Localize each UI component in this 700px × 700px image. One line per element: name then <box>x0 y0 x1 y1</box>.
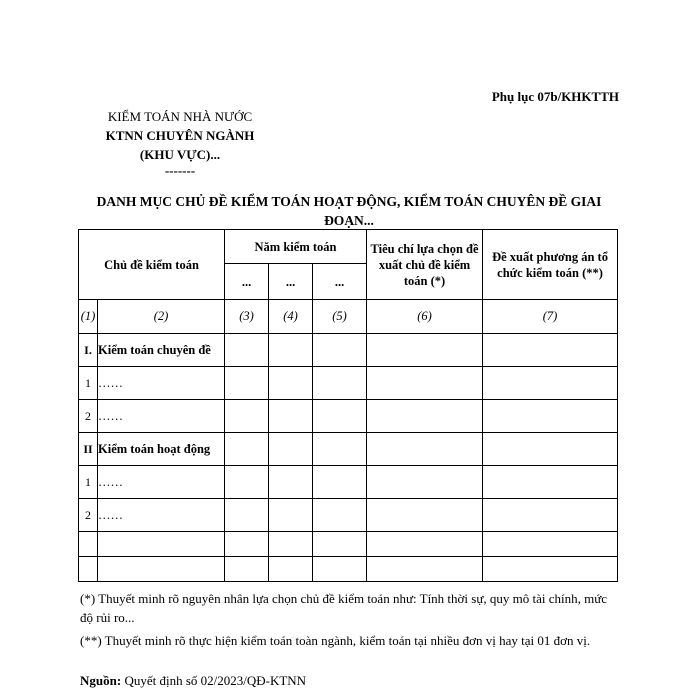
header-year-1: ... <box>225 264 269 300</box>
org-region: (KHU VỰC)... <box>139 147 221 162</box>
row-topic: Kiểm toán chuyên đề <box>98 334 225 367</box>
row-topic <box>98 557 225 582</box>
index-row <box>79 300 618 334</box>
row-topic <box>98 532 225 557</box>
row-number: 2 <box>79 499 98 532</box>
table-row <box>79 466 618 499</box>
org-unit: KTNN CHUYÊN NGÀNH <box>105 128 255 143</box>
index-cell: (1) <box>79 300 98 334</box>
row-number: 1 <box>79 367 98 400</box>
document-title: DANH MỤC CHỦ ĐỀ KIỂM TOÁN HOẠT ĐỘNG, KIỂM TOÁN CHUYÊN ĐỀ GIAI ĐOẠN... <box>96 194 602 228</box>
row-number: 1 <box>79 466 98 499</box>
source-label: Nguồn: <box>80 673 122 688</box>
index-cell: (5) <box>313 300 367 334</box>
table-row <box>79 400 618 433</box>
table-row <box>79 557 618 582</box>
header-proposal: Đề xuất phương án tổ chức kiểm toán (**) <box>483 230 618 300</box>
header-year-3: ... <box>313 264 367 300</box>
header-year-2: ... <box>269 264 313 300</box>
organization-block <box>80 107 280 178</box>
footnote-proposal: (**) Thuyết minh rõ thực hiện kiểm toán toàn ngành, kiểm toán tại nhiều đơn vị hay tại 01 đơn vị. <box>80 633 591 648</box>
table-row <box>79 532 618 557</box>
row-topic: …… <box>98 400 225 433</box>
table-row <box>79 433 618 466</box>
row-topic: …… <box>98 466 225 499</box>
source-text: Quyết định số 02/2023/QĐ-KTNN <box>121 673 307 688</box>
org-separator: ------- <box>164 163 196 178</box>
header-audit-year: Năm kiểm toán <box>225 230 367 264</box>
row-number: I. <box>79 334 98 367</box>
index-cell: (3) <box>225 300 269 334</box>
audit-topic-table <box>78 229 618 582</box>
row-number <box>79 557 98 582</box>
appendix-label: Phụ lục 07b/KHKTTH <box>491 89 619 104</box>
org-name: KIỂM TOÁN NHÀ NƯỚC <box>107 109 253 124</box>
source-line <box>80 673 306 689</box>
table-row <box>79 499 618 532</box>
index-cell: (2) <box>98 300 225 334</box>
table-row <box>79 367 618 400</box>
row-topic: …… <box>98 367 225 400</box>
row-topic: …… <box>98 499 225 532</box>
row-number: II <box>79 433 98 466</box>
row-number: 2 <box>79 400 98 433</box>
index-cell: (4) <box>269 300 313 334</box>
header-topic: Chủ đề kiểm toán <box>79 230 225 300</box>
footnote-criteria: (*) Thuyết minh rõ nguyên nhân lựa chọn chủ đề kiểm toán như: Tính thời sự, quy mô tài chính, mức độ rủi ro... <box>80 591 608 625</box>
table-row <box>79 334 618 367</box>
index-cell: (6) <box>367 300 483 334</box>
index-cell: (7) <box>483 300 618 334</box>
row-number <box>79 532 98 557</box>
header-criteria: Tiêu chí lựa chọn đề xuất chủ đề kiểm toán (*) <box>367 230 483 300</box>
row-topic: Kiểm toán hoạt động <box>98 433 225 466</box>
